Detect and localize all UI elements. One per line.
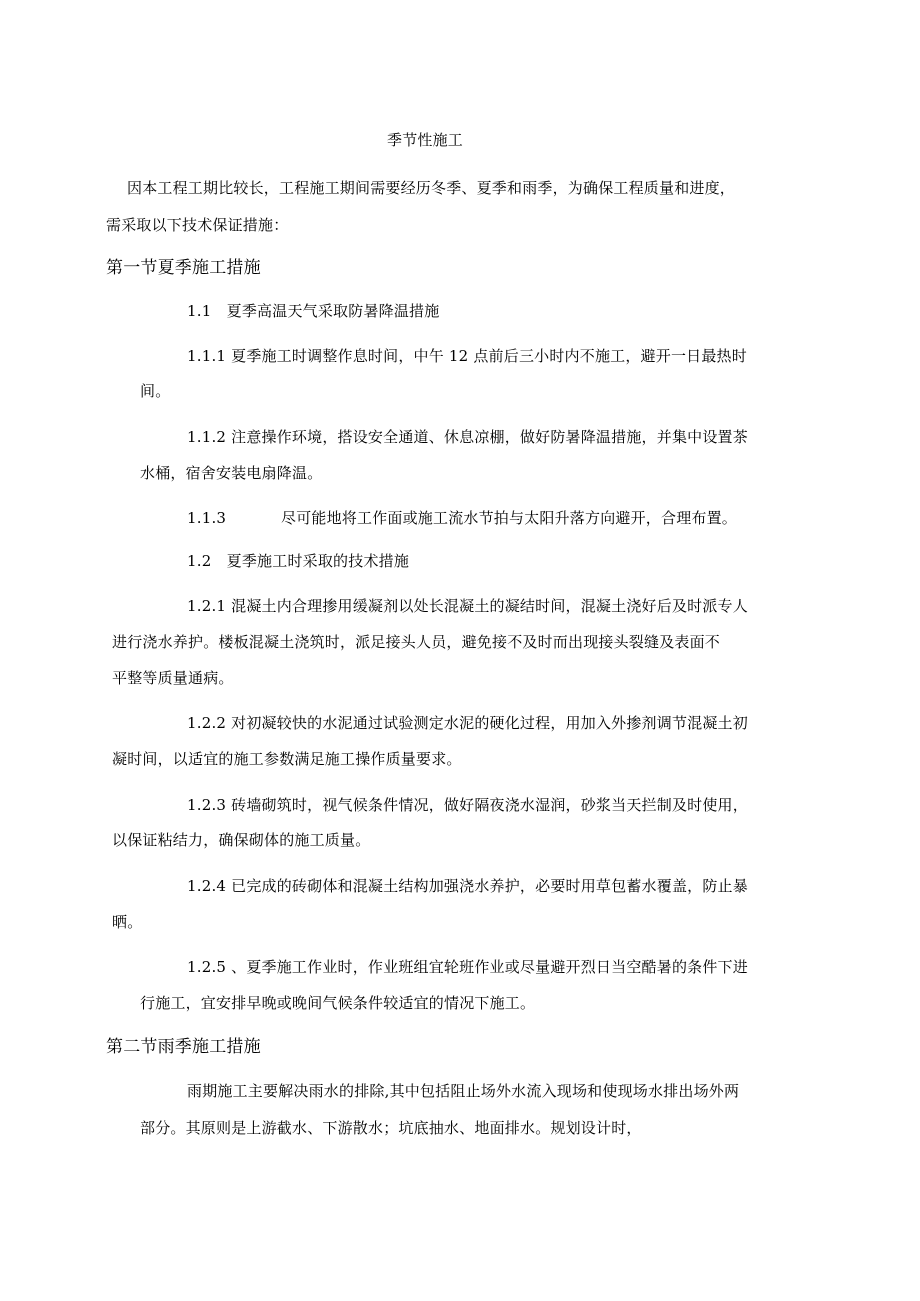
para-1-1-2-line-2: 水桶，宿舍安装电扇降温。 <box>140 464 323 482</box>
para-1-1-1-line-1: 1.1.1 夏季施工时调整作息时间，中午 12 点前后三小时内不施工，避开一日最热时 <box>187 347 747 365</box>
para-1-2-1-line-1: 1.2.1 混凝土内合理掺用缓凝剂以处长混凝土的凝结时间，混凝土浇好后及时派专人 <box>187 597 748 615</box>
para-1-2-3-line-1: 1.2.3 砖墙砌筑时，视气候条件情况，做好隔夜浇水湿润，砂浆当天拦制及时使用， <box>187 796 748 814</box>
subsection-1-1: 1.1 夏季高温天气采取防暑降温措施 <box>187 302 440 320</box>
intro-line-1: 因本工程工期比较长，工程施工期间需要经历冬季、夏季和雨季，为确保工程质量和进度， <box>127 179 736 197</box>
section2-para-line-1: 雨期施工主要解决雨水的排除,其中包括阻止场外水流入现场和使现场水排出场外两 <box>187 1082 740 1100</box>
para-1-2-5-line-1: 1.2.5 、夏季施工作业时，作业班组宜轮班作业或尽量避开烈日当空酷暑的条件下进 <box>187 958 748 976</box>
section1-heading: 第一节夏季施工措施 <box>106 258 261 278</box>
para-1-2-2-line-1: 1.2.2 对初凝较快的水泥通过试验测定水泥的硬化过程，用加入外掺剂调节混凝土初 <box>187 714 748 732</box>
para-1-1-3-text: 尽可能地将工作面或施工流水节拍与太阳升落方向避开，合理布置。 <box>281 509 738 527</box>
para-1-1-3-number: 1.1.3 <box>187 509 227 527</box>
para-1-1-2-line-1: 1.1.2 注意操作环境，搭设安全通道、休息凉棚，做好防暑降温措施，并集中设置茶 <box>187 428 748 446</box>
para-1-2-4-line-1: 1.2.4 已完成的砖砌体和混凝土结构加强浇水养护，必要时用草包蓄水覆盖，防止暴 <box>187 877 748 895</box>
subsection-1-2: 1.2 夏季施工时采取的技术措施 <box>187 552 410 570</box>
para-1-2-3-line-2: 以保证粘结力，确保砌体的施工质量。 <box>112 831 371 849</box>
intro-line-2: 需采取以下技术保证措施： <box>106 216 289 234</box>
section2-heading: 第二节雨季施工措施 <box>106 1037 261 1057</box>
para-1-2-2-line-2: 凝时间，以适宜的施工参数满足施工操作质量要求。 <box>112 750 462 768</box>
para-1-1-1-line-2: 间。 <box>140 382 171 400</box>
para-1-2-4-line-2: 晒。 <box>112 913 143 931</box>
section2-para-line-2: 部分。其原则是上游截水、下游散水；坑底抽水、地面排水。规划设计时， <box>140 1119 642 1137</box>
para-1-2-1-line-3: 平整等质量通病。 <box>112 669 234 687</box>
para-1-2-5-line-2: 行施工，宜安排早晚或晚间气候条件较适宜的情况下施工。 <box>140 994 536 1012</box>
document-title: 季节性施工 <box>387 131 464 149</box>
para-1-2-1-line-2: 进行浇水养护。楼板混凝土浇筑时，派足接头人员，避免接不及时而出现接头裂缝及表面不 <box>112 633 721 651</box>
